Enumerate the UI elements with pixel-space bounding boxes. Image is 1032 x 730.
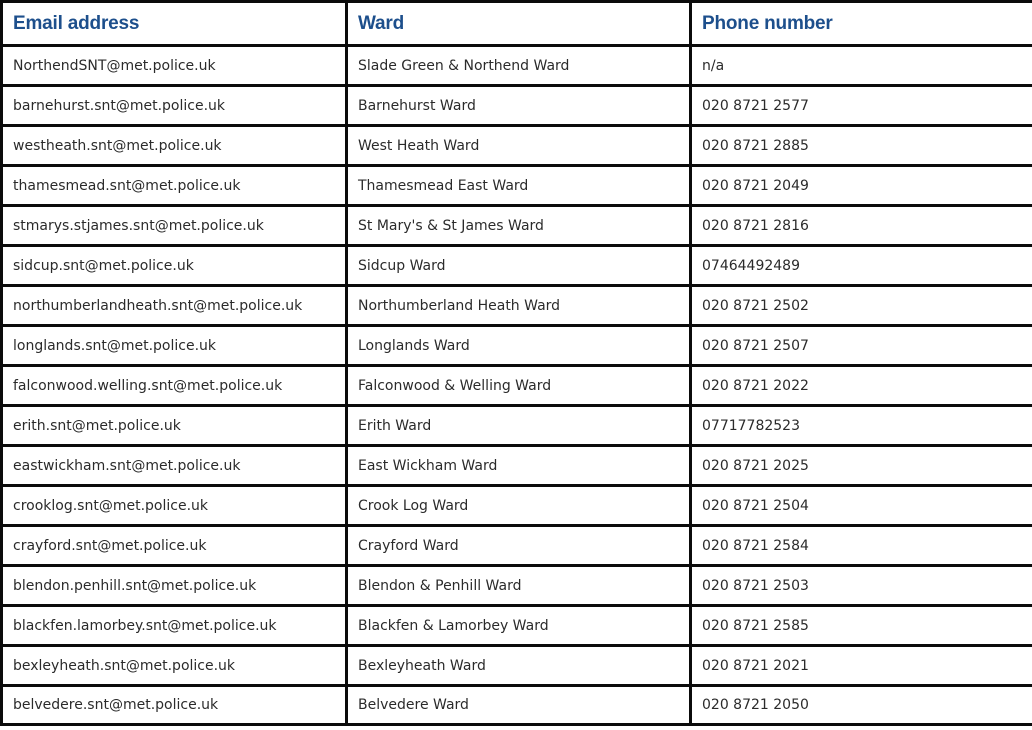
email-cell: blackfen.lamorbey.snt@met.police.uk bbox=[2, 606, 347, 646]
email-cell: NorthendSNT@met.police.uk bbox=[2, 46, 347, 86]
table-row bbox=[2, 206, 1032, 246]
phone-cell: 020 8721 2584 bbox=[691, 526, 1032, 566]
ward-cell: Longlands Ward bbox=[347, 326, 691, 366]
table-row bbox=[2, 366, 1032, 406]
email-cell: northumberlandheath.snt@met.police.uk bbox=[2, 286, 347, 326]
ward-cell: Falconwood & Welling Ward bbox=[347, 366, 691, 406]
table-row bbox=[2, 526, 1032, 566]
email-cell: blendon.penhill.snt@met.police.uk bbox=[2, 566, 347, 606]
ward-cell: Crook Log Ward bbox=[347, 486, 691, 526]
phone-cell: 020 8721 2885 bbox=[691, 126, 1032, 166]
email-cell: falconwood.welling.snt@met.police.uk bbox=[2, 366, 347, 406]
phone-cell: n/a bbox=[691, 46, 1032, 86]
phone-cell: 07464492489 bbox=[691, 246, 1032, 286]
phone-cell: 020 8721 2025 bbox=[691, 446, 1032, 486]
email-cell: westheath.snt@met.police.uk bbox=[2, 126, 347, 166]
email-cell: eastwickham.snt@met.police.uk bbox=[2, 446, 347, 486]
phone-cell: 020 8721 2577 bbox=[691, 86, 1032, 126]
ward-cell: Erith Ward bbox=[347, 406, 691, 446]
ward-cell: Bexleyheath Ward bbox=[347, 646, 691, 686]
email-cell: longlands.snt@met.police.uk bbox=[2, 326, 347, 366]
ward-cell: Crayford Ward bbox=[347, 526, 691, 566]
phone-cell: 020 8721 2507 bbox=[691, 326, 1032, 366]
phone-cell: 020 8721 2503 bbox=[691, 566, 1032, 606]
phone-cell: 020 8721 2816 bbox=[691, 206, 1032, 246]
email-cell: belvedere.snt@met.police.uk bbox=[2, 686, 347, 725]
phone-cell: 020 8721 2504 bbox=[691, 486, 1032, 526]
email-cell: barnehurst.snt@met.police.uk bbox=[2, 86, 347, 126]
email-cell: stmarys.stjames.snt@met.police.uk bbox=[2, 206, 347, 246]
phone-cell: 020 8721 2502 bbox=[691, 286, 1032, 326]
column-header-email: Email address bbox=[2, 2, 347, 46]
table-row bbox=[2, 486, 1032, 526]
ward-cell: Sidcup Ward bbox=[347, 246, 691, 286]
table-row bbox=[2, 646, 1032, 686]
ward-cell: Slade Green & Northend Ward bbox=[347, 46, 691, 86]
table-row bbox=[2, 606, 1032, 646]
table-row bbox=[2, 686, 1032, 725]
phone-cell: 07717782523 bbox=[691, 406, 1032, 446]
ward-cell: Barnehurst Ward bbox=[347, 86, 691, 126]
phone-cell: 020 8721 2049 bbox=[691, 166, 1032, 206]
email-cell: bexleyheath.snt@met.police.uk bbox=[2, 646, 347, 686]
ward-cell: Thamesmead East Ward bbox=[347, 166, 691, 206]
table-row bbox=[2, 326, 1032, 366]
column-header-phone: Phone number bbox=[691, 2, 1032, 46]
email-cell: crayford.snt@met.police.uk bbox=[2, 526, 347, 566]
ward-cell: Belvedere Ward bbox=[347, 686, 691, 725]
table-row bbox=[2, 126, 1032, 166]
column-header-ward: Ward bbox=[347, 2, 691, 46]
ward-cell: East Wickham Ward bbox=[347, 446, 691, 486]
email-cell: thamesmead.snt@met.police.uk bbox=[2, 166, 347, 206]
ward-cell: Northumberland Heath Ward bbox=[347, 286, 691, 326]
email-cell: erith.snt@met.police.uk bbox=[2, 406, 347, 446]
email-cell: crooklog.snt@met.police.uk bbox=[2, 486, 347, 526]
ward-cell: Blackfen & Lamorbey Ward bbox=[347, 606, 691, 646]
table-row bbox=[2, 286, 1032, 326]
phone-cell: 020 8721 2021 bbox=[691, 646, 1032, 686]
phone-cell: 020 8721 2022 bbox=[691, 366, 1032, 406]
table-row bbox=[2, 46, 1032, 86]
ward-cell: West Heath Ward bbox=[347, 126, 691, 166]
table-row bbox=[2, 406, 1032, 446]
phone-cell: 020 8721 2585 bbox=[691, 606, 1032, 646]
table-row bbox=[2, 246, 1032, 286]
table-row bbox=[2, 566, 1032, 606]
table-row bbox=[2, 86, 1032, 126]
table-header-row bbox=[2, 2, 1032, 46]
ward-cell: Blendon & Penhill Ward bbox=[347, 566, 691, 606]
table-row bbox=[2, 446, 1032, 486]
phone-cell: 020 8721 2050 bbox=[691, 686, 1032, 725]
ward-cell: St Mary's & St James Ward bbox=[347, 206, 691, 246]
table-row bbox=[2, 166, 1032, 206]
email-cell: sidcup.snt@met.police.uk bbox=[2, 246, 347, 286]
